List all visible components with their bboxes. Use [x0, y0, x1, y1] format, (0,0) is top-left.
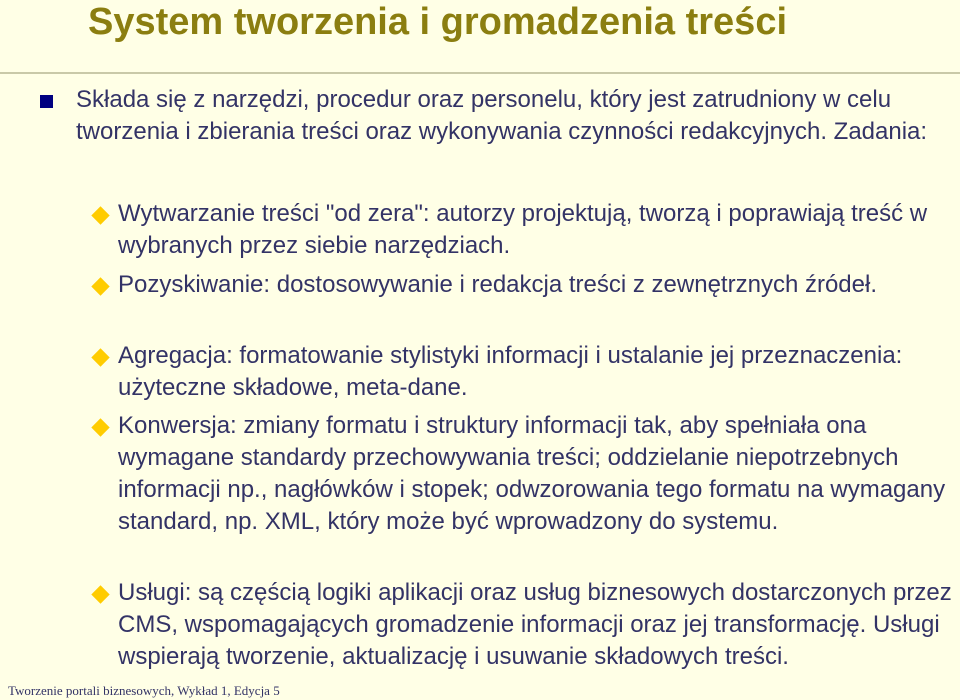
- diamond-bullet-icon: [91, 585, 109, 603]
- task-item: Wytwarzanie treści "od zera": autorzy projektują, tworzą i poprawiają treść w wybranych przez siebie narzędziach.: [118, 200, 928, 259]
- slide-footer: Tworzenie portali biznesowych, Wykład 1, Edycja 5: [8, 683, 280, 698]
- task-item: Usługi: są częścią logiki aplikacji oraz usług biznesowych dostarczonych przez CMS, wspomagających gromadzenie informacji oraz jej transformację. Usługi wspierają tworzenie, aktualizację i usuwanie składowych treści.: [118, 579, 952, 670]
- task-item: Pozyskiwanie: dostosowywanie i redakcja treści z zewnętrznych źródeł.: [118, 271, 877, 298]
- task-item: Konwersja: zmiany formatu i struktury informacji tak, aby spełniała ona wymagane standardy przechowywania treści; oddzielanie niepotrzebnych informacji np., nagłówków i stopek; odwzorowania tego formatu na wymagany standard, np. XML, który może być wprowadzony do systemu.: [118, 412, 946, 535]
- diamond-bullet-icon: [91, 348, 109, 366]
- diamond-bullet-icon: [91, 418, 109, 436]
- diamond-bullet-icon: [91, 206, 109, 224]
- slide-title: System tworzenia i gromadzenia treści: [88, 1, 788, 43]
- intro-paragraph: Składa się z narzędzi, procedur oraz personelu, który jest zatrudniony w celu tworzenia i zbierania treści oraz wykonywania czynności redakcyjnych. Zadania:: [76, 86, 928, 145]
- square-bullet-icon: [40, 95, 53, 108]
- task-item: Agregacja: formatowanie stylistyki informacji i ustalanie jej przeznaczenia: użyteczne składowe, meta-dane.: [118, 342, 903, 401]
- title-bar: [0, 0, 960, 74]
- diamond-bullet-icon: [91, 277, 109, 295]
